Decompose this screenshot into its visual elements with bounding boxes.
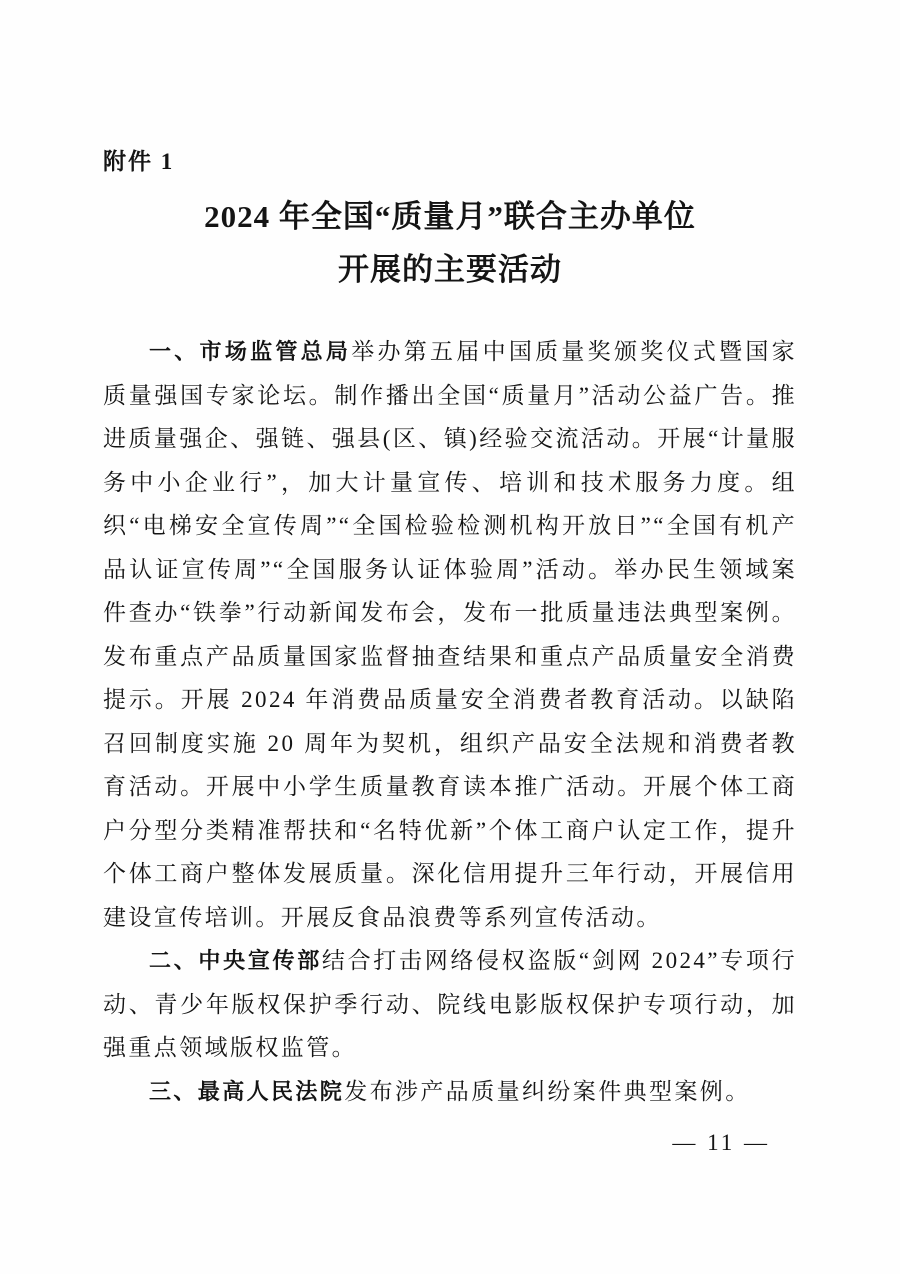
paragraph-3-body: 发布涉产品质量纠纷案件典型案例。 [344, 1078, 751, 1104]
paragraph-1 [103, 330, 797, 939]
paragraph-2-lead: 二、中央宣传部 [149, 948, 322, 973]
document-title [103, 190, 797, 296]
paragraph-3 [103, 1070, 797, 1114]
paragraph-1-body: 举办第五届中国质量奖颁奖仪式暨国家质量强国专家论坛。制作播出全国“质量月”活动公益广告。推进质量强企、强链、强县(区、镇)经验交流活动。开展“计量服务中小企业行”，加大计量宣传、培训和技术服务力度。组织“电梯安全宣传周”“全国检验检测机构开放日”“全国有机产品认证宣传周”“全国服务认证体验周”活动。举办民生领域案件查办“铁拳”行动新闻发布会，发布一批质量违法典型案例。发布重点产品质量国家监督抽查结果和重点产品质量安全消费提示。开展 2024 年消费品质量安全消费者教育活动。以缺陷召回制度实施 20 周年为契机，组织产品安全法规和消费者教育活动。开展中小学生质量教育读本推广活动。开展个体工商户分型分类精准帮扶和“名特优新”个体工商户认定工作，提升个体工商户整体发展质量。深化信用提升三年行动，开展信用建设宣传培训。开展反食品浪费等系列宣传活动。 [103, 339, 797, 930]
paragraph-1-lead: 一、市场监管总局 [149, 339, 352, 364]
title-line-2: 开展的主要活动 [338, 252, 562, 287]
attachment-label: 附件 1 [103, 149, 175, 174]
document-body [103, 330, 797, 1113]
paragraph-2-body: 结合打击网络侵权盗版“剑网 2024”专项行动、青少年版权保护季行动、院线电影版权保护专项行动，加强重点领域版权监管。 [103, 948, 797, 1060]
paragraph-3-lead: 三、最高人民法院 [149, 1078, 345, 1104]
page-number: — 11 — [672, 1130, 770, 1155]
paragraph-2 [103, 939, 797, 1070]
title-line-1: 2024 年全国“质量月”联合主办单位 [204, 199, 696, 234]
